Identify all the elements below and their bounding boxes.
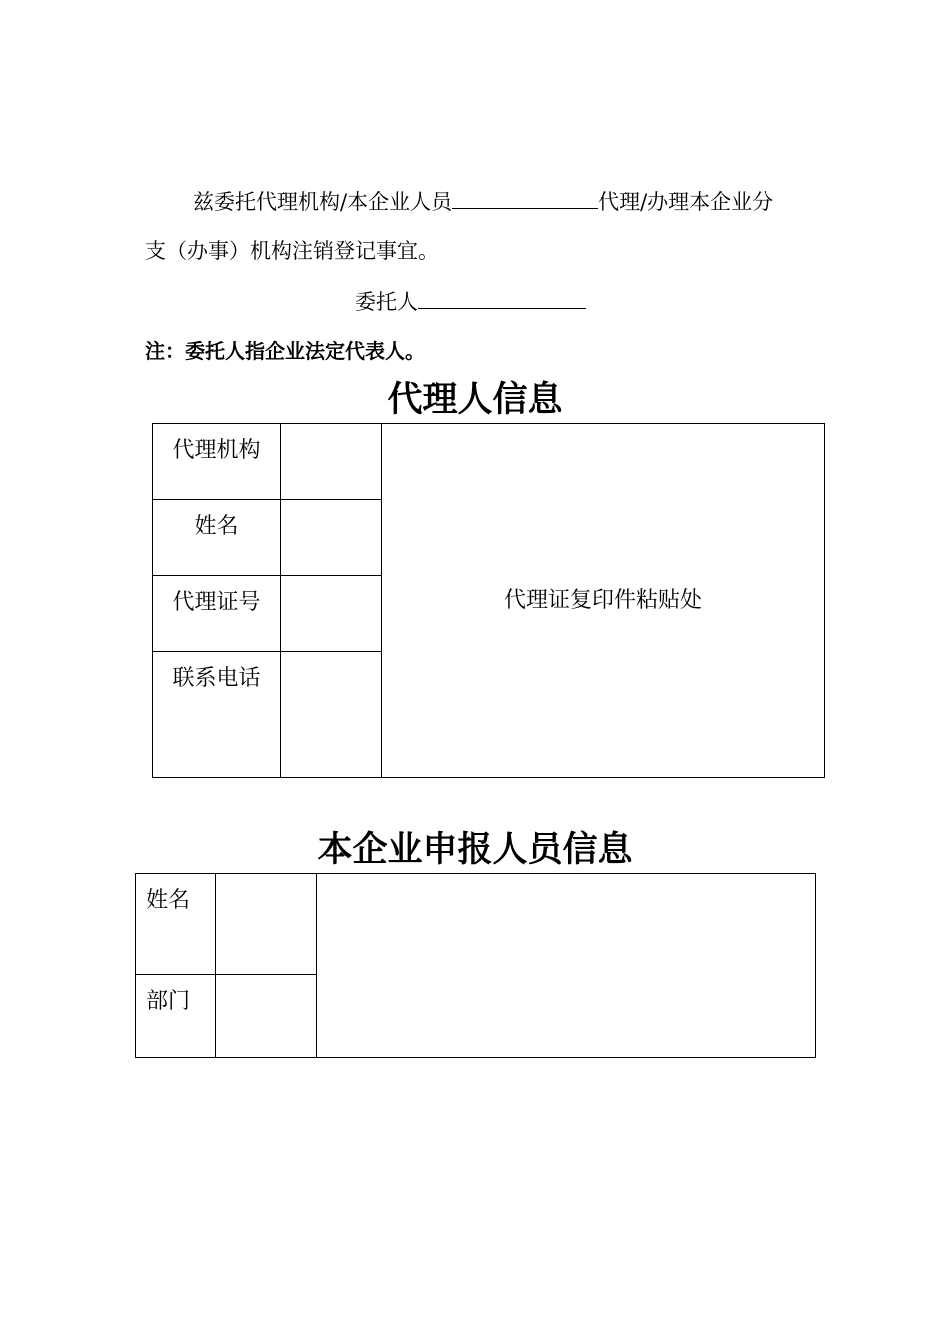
staff-section-title: 本企业申报人员信息 — [317, 830, 633, 870]
agent-org-label: 代理机构 — [153, 424, 281, 500]
paste-area-label: 代理证复印件粘贴处 — [503, 587, 702, 613]
authorization-suffix: 代理/办理本企业分 — [598, 190, 774, 214]
agent-phone-label: 联系电话 — [153, 652, 281, 778]
agent-name-label: 姓名 — [153, 500, 281, 576]
staff-info-table — [135, 873, 816, 1058]
agent-license-number-label: 代理证号 — [153, 576, 281, 652]
note-text: 注：委托人指企业法定代表人。 — [145, 339, 425, 363]
principal-line — [355, 288, 586, 315]
agent-license-number-field[interactable] — [281, 576, 382, 652]
authorization-line-1 — [193, 188, 773, 215]
authorization-line-2: 支（办事）机构注销登记事宜。 — [145, 239, 439, 263]
staff-department-label: 部门 — [136, 975, 216, 1058]
staff-blank-area — [317, 874, 816, 1058]
principal-label: 委托人 — [355, 290, 418, 314]
agent-name-field[interactable] — [281, 500, 382, 576]
agent-name-blank[interactable] — [452, 188, 598, 209]
principal-signature-blank[interactable] — [418, 288, 586, 309]
staff-name-label: 姓名 — [136, 874, 216, 975]
agent-info-table — [152, 423, 825, 778]
agent-org-field[interactable] — [281, 424, 382, 500]
staff-department-field[interactable] — [216, 975, 317, 1058]
agent-phone-field[interactable] — [281, 652, 382, 778]
agent-section-title: 代理人信息 — [387, 380, 563, 420]
table-row — [153, 424, 825, 500]
staff-name-field[interactable] — [216, 874, 317, 975]
authorization-prefix: 兹委托代理机构/本企业人员 — [193, 190, 453, 214]
table-row — [136, 874, 816, 975]
license-copy-paste-area — [382, 424, 825, 778]
